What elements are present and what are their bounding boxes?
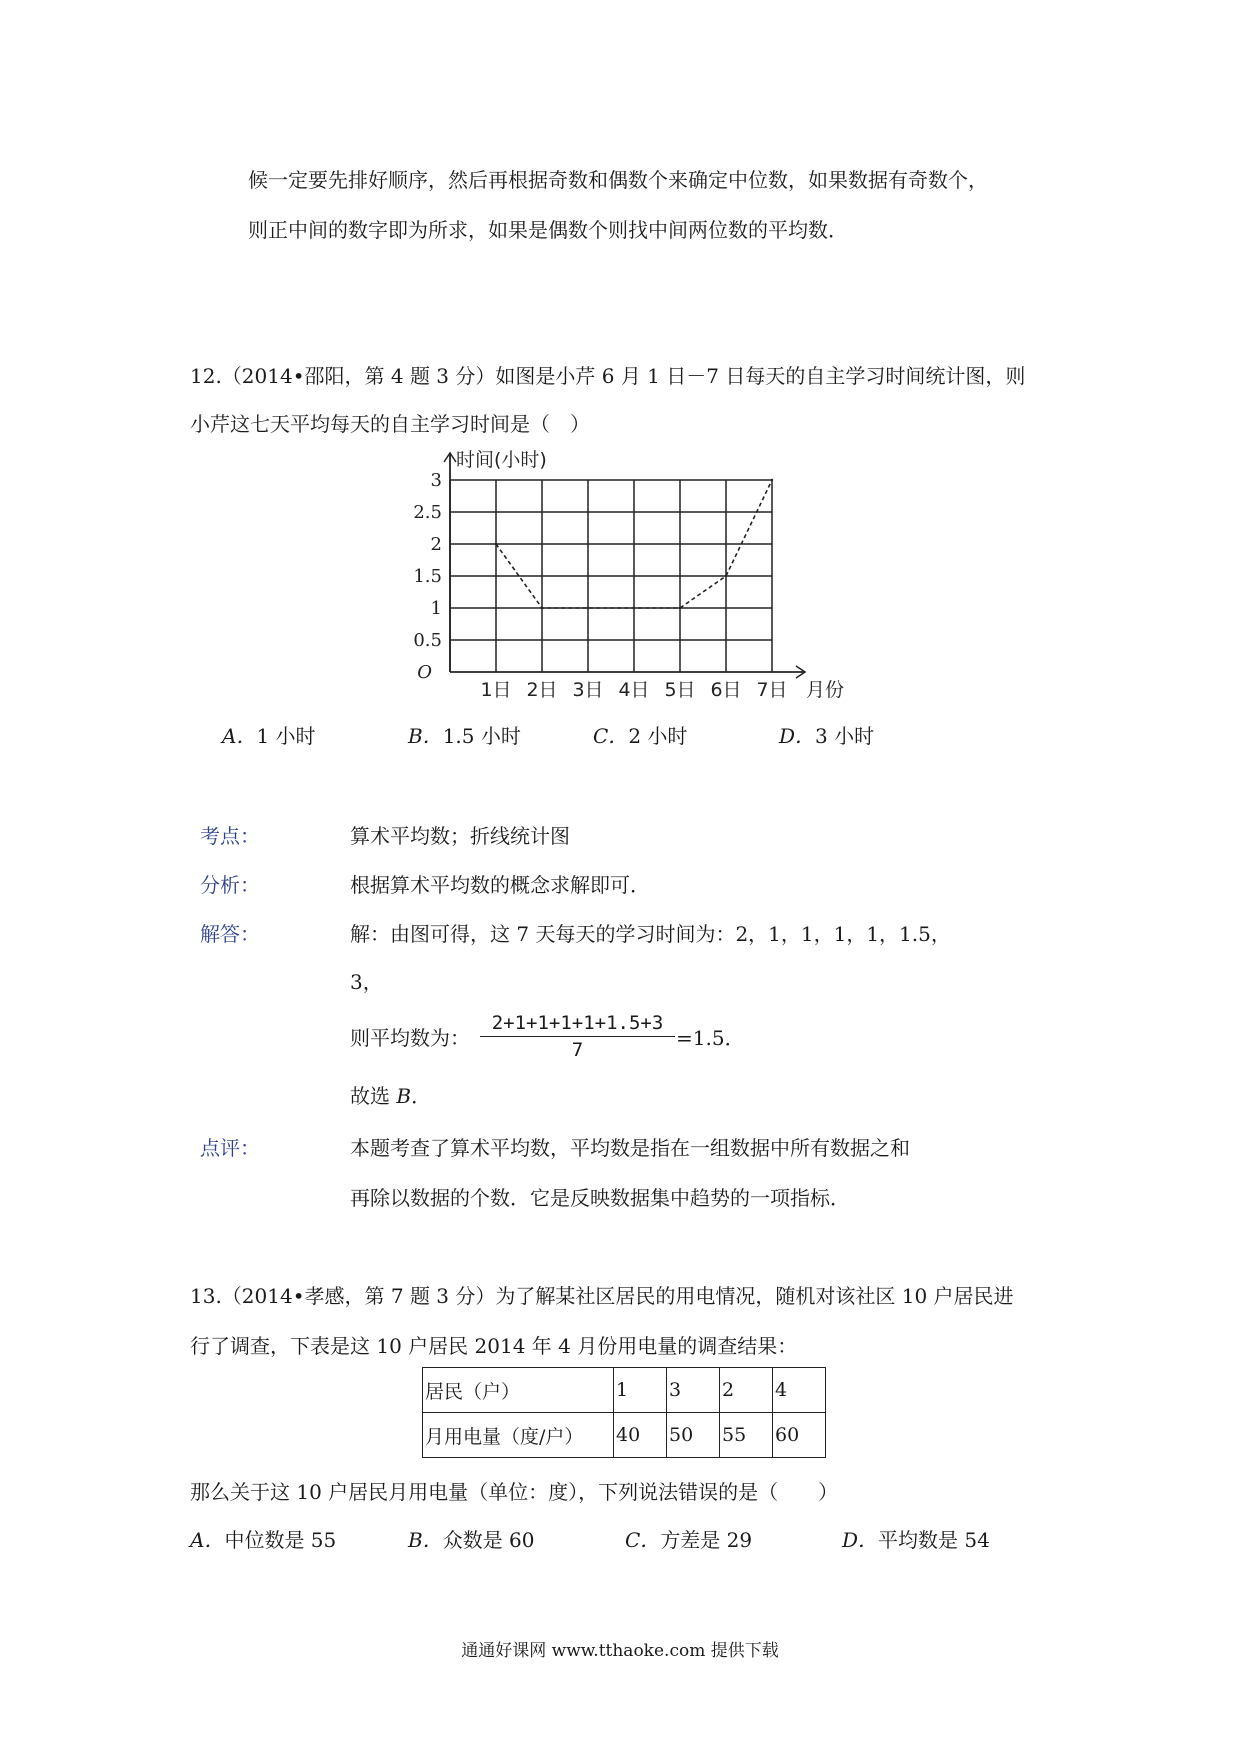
- table-cell: 2: [720, 1368, 773, 1413]
- x-tick-label: 5日: [664, 679, 696, 701]
- q13-option-c-letter: C．: [625, 1528, 661, 1552]
- table-cell: 50: [667, 1413, 720, 1458]
- data-point: [679, 607, 681, 609]
- fraction-denominator: 7: [571, 1039, 584, 1061]
- x-tick-label: 1日: [480, 679, 512, 701]
- intro-line-1: 候一定要先排好顺序，然后再根据奇数和偶数个来确定中位数，如果数据有奇数个，: [248, 168, 988, 192]
- table-cell: 1: [614, 1368, 667, 1413]
- table-row: [423, 1368, 826, 1413]
- fenxi-label: 分析：: [200, 873, 260, 897]
- x-tick-label: 4日: [618, 679, 650, 701]
- jieda-answer: B: [396, 1084, 412, 1108]
- q13-option-c[interactable]: [625, 1524, 752, 1553]
- study-time-line-chart: [395, 440, 845, 708]
- table-cell: 60: [773, 1413, 826, 1458]
- y-tick-label: 2.5: [413, 502, 442, 523]
- q13-option-b-text: 众数是 60: [442, 1528, 535, 1552]
- y-tick-label: 0.5: [413, 630, 442, 651]
- q12-option-c[interactable]: [593, 720, 687, 749]
- table-cell: 居民（户）: [423, 1368, 614, 1413]
- y-tick-label: 3: [430, 470, 442, 491]
- dianping-line-1: 本题考查了算术平均数，平均数是指在一组数据中所有数据之和: [350, 1136, 910, 1160]
- data-point: [541, 607, 543, 609]
- q13-line-2: 行了调查，下表是这 10 户居民 2014 年 4 月份用电量的调查结果：: [190, 1334, 798, 1358]
- table-cell: 4: [773, 1368, 826, 1413]
- q13-option-d-letter: D．: [842, 1528, 879, 1552]
- table-cell: 月用电量（度/户）: [423, 1413, 614, 1458]
- q13-option-a[interactable]: [190, 1524, 336, 1553]
- jieda-line-4: [350, 1080, 431, 1109]
- jieda-label: 解答：: [200, 922, 260, 946]
- data-point: [633, 607, 635, 609]
- jieda-line-3-prefix: 则平均数为：: [350, 1026, 470, 1050]
- fraction-numerator: 2+1+1+1+1+1.5+3: [480, 1012, 675, 1037]
- y-axis-label: 时间(小时): [456, 449, 547, 471]
- table-row: [423, 1413, 826, 1458]
- q12-option-b-letter: B．: [408, 724, 443, 748]
- table-cell: 40: [614, 1413, 667, 1458]
- fenxi-text: 根据算术平均数的概念求解即可．: [350, 873, 650, 897]
- jieda-line-4-suffix: ．: [411, 1084, 432, 1108]
- dianping-label: 点评：: [200, 1136, 260, 1160]
- q12-line-1: 12.（2014•邵阳，第 4 题 3 分）如图是小芹 6 月 1 日－7 日每天的自主学习时间统计图，则: [190, 364, 1026, 388]
- intro-line-2: 则正中间的数字即为所求，如果是偶数个则找中间两位数的平均数．: [248, 218, 848, 242]
- x-tick-label: 7日: [756, 679, 788, 701]
- kaodian-label: 考点：: [200, 824, 260, 848]
- q12-option-d-text: 3 小时: [815, 724, 875, 748]
- data-point: [771, 479, 773, 481]
- table-cell: 55: [720, 1413, 773, 1458]
- q12-line-2: 小芹这七天平均每天的自主学习时间是（ ）: [190, 412, 590, 436]
- q13-option-b[interactable]: [408, 1524, 535, 1553]
- x-axis-label: 月份: [806, 679, 845, 701]
- q13-option-a-text: 中位数是 55: [224, 1528, 337, 1552]
- jieda-line-4-prefix: 故选: [350, 1084, 397, 1108]
- q13-option-c-text: 方差是 29: [660, 1528, 753, 1552]
- q13-option-d-text: 平均数是 54: [878, 1528, 990, 1552]
- y-tick-label: 1.5: [413, 566, 442, 587]
- q13-line-1: 13.（2014•孝感，第 7 题 3 分）为了解某社区居民的用电情况，随机对该社区 10 户居民进: [190, 1284, 1014, 1308]
- jieda-line-1: 解：由图可得，这 7 天每天的学习时间为：2，1，1，1，1，1.5，: [350, 922, 951, 946]
- table-cell: 3: [667, 1368, 720, 1413]
- electricity-table: [422, 1367, 826, 1458]
- data-point: [495, 543, 497, 545]
- q12-option-b[interactable]: [408, 720, 521, 749]
- q12-option-c-text: 2 小时: [628, 724, 688, 748]
- q13-line-3: 那么关于这 10 户居民月用电量（单位：度），下列说法错误的是（ ）: [190, 1480, 839, 1504]
- average-fraction: [480, 1012, 675, 1061]
- q12-option-d[interactable]: [779, 720, 874, 749]
- q12-option-c-letter: C．: [593, 724, 629, 748]
- q12-option-a-letter: A．: [222, 724, 257, 748]
- data-point: [725, 575, 727, 577]
- y-tick-label: 2: [430, 534, 442, 555]
- q13-option-a-letter: A．: [190, 1528, 225, 1552]
- y-tick-label: 1: [430, 598, 442, 619]
- x-tick-label: 6日: [710, 679, 742, 701]
- q13-option-d[interactable]: [842, 1524, 990, 1553]
- kaodian-text: 算术平均数；折线统计图: [350, 824, 570, 848]
- origin-label: O: [417, 662, 432, 683]
- data-point: [587, 607, 589, 609]
- page-footer: 通通好课网 www.tthaoke.com 提供下载: [461, 1641, 779, 1661]
- q12-option-d-letter: D．: [779, 724, 816, 748]
- x-tick-label: 2日: [526, 679, 558, 701]
- q12-option-a[interactable]: [222, 720, 316, 749]
- q12-option-b-text: 1.5 小时: [442, 724, 521, 748]
- fraction-result: =1.5．: [676, 1026, 745, 1050]
- q13-option-b-letter: B．: [408, 1528, 443, 1552]
- dianping-line-2: 再除以数据的个数．它是反映数据集中趋势的一项指标．: [350, 1186, 850, 1210]
- jieda-line-2: 3，: [350, 970, 383, 994]
- q12-option-a-text: 1 小时: [256, 724, 316, 748]
- x-tick-label: 3日: [572, 679, 604, 701]
